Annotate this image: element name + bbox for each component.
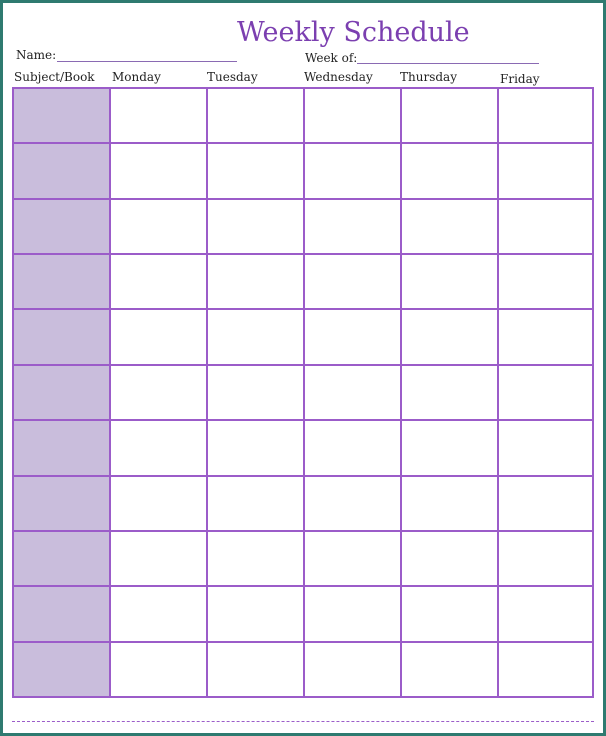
cell-friday-row-5[interactable] [498, 309, 593, 365]
cell-wednesday-row-3[interactable] [304, 199, 401, 254]
cell-tuesday-row-9[interactable] [207, 531, 304, 586]
header-subject-book: Subject/Book [14, 70, 95, 84]
cell-subject-book-row-3[interactable] [13, 199, 110, 254]
cell-monday-row-10[interactable] [110, 586, 207, 642]
cell-wednesday-row-1[interactable] [304, 88, 401, 143]
cell-subject-book-row-6[interactable] [13, 365, 110, 420]
header-friday: Friday [500, 72, 540, 86]
cell-tuesday-row-8[interactable] [207, 476, 304, 531]
cell-subject-book-row-2[interactable] [13, 143, 110, 199]
header-thursday: Thursday [400, 70, 457, 84]
cell-wednesday-row-7[interactable] [304, 420, 401, 476]
cell-thursday-row-8[interactable] [401, 476, 498, 531]
cell-subject-book-row-10[interactable] [13, 586, 110, 642]
cell-monday-row-6[interactable] [110, 365, 207, 420]
cell-subject-book-row-9[interactable] [13, 531, 110, 586]
schedule-grid [12, 87, 594, 698]
cell-friday-row-8[interactable] [498, 476, 593, 531]
header-tuesday: Tuesday [207, 70, 258, 84]
cell-subject-book-row-7[interactable] [13, 420, 110, 476]
cell-subject-book-row-1[interactable] [13, 88, 110, 143]
week-of-label: Week of: [305, 51, 358, 65]
page-title: Weekly Schedule [237, 17, 470, 48]
cell-thursday-row-4[interactable] [401, 254, 498, 309]
cell-subject-book-row-8[interactable] [13, 476, 110, 531]
cell-monday-row-4[interactable] [110, 254, 207, 309]
header-monday: Monday [112, 70, 161, 84]
cell-wednesday-row-11[interactable] [304, 642, 401, 697]
cell-friday-row-10[interactable] [498, 586, 593, 642]
cell-monday-row-2[interactable] [110, 143, 207, 199]
cell-tuesday-row-10[interactable] [207, 586, 304, 642]
cell-monday-row-1[interactable] [110, 88, 207, 143]
cell-thursday-row-3[interactable] [401, 199, 498, 254]
cell-thursday-row-11[interactable] [401, 642, 498, 697]
cell-thursday-row-10[interactable] [401, 586, 498, 642]
cell-wednesday-row-9[interactable] [304, 531, 401, 586]
cell-thursday-row-1[interactable] [401, 88, 498, 143]
cell-wednesday-row-6[interactable] [304, 365, 401, 420]
cell-wednesday-row-5[interactable] [304, 309, 401, 365]
cell-thursday-row-9[interactable] [401, 531, 498, 586]
name-field[interactable] [57, 61, 237, 62]
cell-subject-book-row-11[interactable] [13, 642, 110, 697]
cell-monday-row-5[interactable] [110, 309, 207, 365]
cell-friday-row-9[interactable] [498, 531, 593, 586]
cell-tuesday-row-11[interactable] [207, 642, 304, 697]
cell-monday-row-11[interactable] [110, 642, 207, 697]
cell-tuesday-row-6[interactable] [207, 365, 304, 420]
cut-line-divider [12, 721, 594, 722]
cell-subject-book-row-5[interactable] [13, 309, 110, 365]
cell-friday-row-3[interactable] [498, 199, 593, 254]
cell-tuesday-row-5[interactable] [207, 309, 304, 365]
cell-tuesday-row-2[interactable] [207, 143, 304, 199]
cell-monday-row-3[interactable] [110, 199, 207, 254]
name-label: Name: [16, 48, 57, 62]
cell-friday-row-2[interactable] [498, 143, 593, 199]
cell-tuesday-row-1[interactable] [207, 88, 304, 143]
cell-thursday-row-6[interactable] [401, 365, 498, 420]
cell-subject-book-row-4[interactable] [13, 254, 110, 309]
cell-tuesday-row-3[interactable] [207, 199, 304, 254]
cell-friday-row-11[interactable] [498, 642, 593, 697]
cell-thursday-row-5[interactable] [401, 309, 498, 365]
cell-wednesday-row-2[interactable] [304, 143, 401, 199]
cell-thursday-row-7[interactable] [401, 420, 498, 476]
header-wednesday: Wednesday [304, 70, 373, 84]
cell-wednesday-row-8[interactable] [304, 476, 401, 531]
cell-wednesday-row-4[interactable] [304, 254, 401, 309]
cell-monday-row-9[interactable] [110, 531, 207, 586]
cell-monday-row-7[interactable] [110, 420, 207, 476]
cell-friday-row-4[interactable] [498, 254, 593, 309]
cell-friday-row-6[interactable] [498, 365, 593, 420]
cell-wednesday-row-10[interactable] [304, 586, 401, 642]
cell-thursday-row-2[interactable] [401, 143, 498, 199]
cell-tuesday-row-7[interactable] [207, 420, 304, 476]
cell-monday-row-8[interactable] [110, 476, 207, 531]
cell-friday-row-1[interactable] [498, 88, 593, 143]
cell-tuesday-row-4[interactable] [207, 254, 304, 309]
cell-friday-row-7[interactable] [498, 420, 593, 476]
week-of-field[interactable] [357, 63, 539, 64]
